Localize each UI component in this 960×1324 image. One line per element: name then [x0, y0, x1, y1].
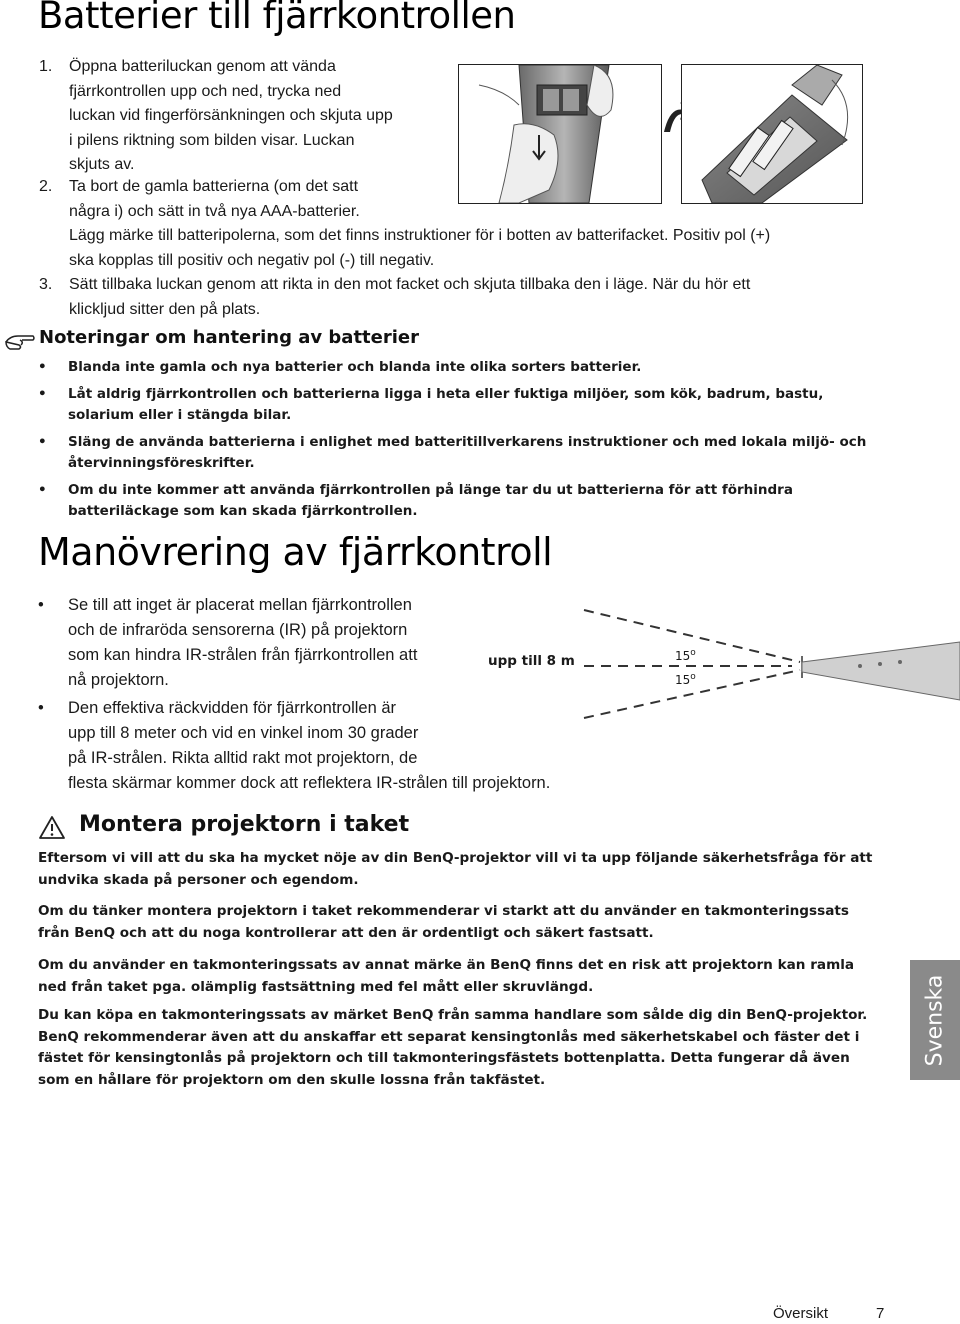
page-title: Batterier till fjärrkontrollen [38, 0, 516, 37]
step-line: klickljud sitter den på plats. [69, 300, 261, 318]
ir-range-diagram [480, 600, 960, 725]
paragraph-line: från BenQ och att du noga kontrollerar att den är ordentligt och säkert fastsatt. [38, 924, 654, 941]
list-item-line: • Om du inte kommer att använda fjärrkontrollen på länge tar du ut batterierna för att förhindra [68, 481, 793, 498]
language-tab-label: Svenska [922, 974, 948, 1066]
step-2 [39, 175, 771, 273]
degree-sign: o [690, 648, 696, 658]
list-item-line: och de infraröda sensorerna (IR) på projektorn [68, 621, 408, 639]
warning-icon [38, 815, 66, 840]
list-item-line: flesta skärmar kommer dock att reflektera IR-strålen till projektorn. [68, 774, 551, 792]
warning-paragraph [38, 848, 888, 891]
list-item-line: • Blanda inte gamla och nya batterier och blanda inte olika sorters batterier. [68, 359, 642, 375]
step-line: Sätt tillbaka luckan genom att rikta in den mot facket och skjuta tillbaka den i läge. När du hör ett [69, 276, 751, 293]
list-item-line: batteriläckage som kan skada fjärrkontrollen. [68, 503, 418, 519]
angle-value: 15 [675, 649, 691, 663]
step-3 [39, 273, 751, 322]
notes-heading: Noteringar om hantering av batterier [39, 327, 419, 348]
list-item-line: som kan hindra IR-strålen från fjärrkontrollen att [68, 646, 418, 664]
step-1 [39, 55, 393, 178]
paragraph-line: som en hållare för projektorn om den skulle lossna från takfästet. [38, 1071, 546, 1088]
step-line: fjärrkontrollen upp och ned, trycka ned [69, 82, 342, 100]
paragraph-line: Du kan köpa en takmonteringssats av märket BenQ från samma handlare som sålde dig din BenQ-projektor. [38, 1007, 868, 1023]
step-number: 2. [39, 178, 53, 195]
remote-back-icon [459, 65, 661, 203]
step-line: i pilens riktning som bilden visar. Luckan [69, 131, 355, 149]
list-item-line: upp till 8 meter och vid en vinkel inom 30 grader [68, 724, 419, 742]
angle-bottom-label [675, 672, 696, 687]
angle-value: 15 [675, 673, 691, 687]
range-label: upp till 8 m [488, 653, 575, 669]
angle-top-label [675, 648, 696, 663]
list-item-line: • Låt aldrig fjärrkontrollen och batterierna ligga i heta eller fuktiga miljöer, som kök, badrum, bastu, [68, 385, 824, 402]
language-tab [910, 960, 960, 1080]
warning-paragraph [38, 901, 888, 944]
section-title: Manövrering av fjärrkontroll [38, 530, 553, 574]
list-item [38, 432, 898, 475]
paragraph-line: ned från taket pga. olämplig fastsättning med fel mått eller skruvlängd. [38, 978, 594, 995]
list-item-line: på IR-strålen. Rikta alltid rakt mot projektorn, de [68, 749, 418, 767]
page-number: 7 [876, 1305, 885, 1322]
paragraph-line: undvika skada på personer och egendom. [38, 871, 359, 888]
paragraph-line: Eftersom vi vill att du ska ha mycket nöje av din BenQ-projektor vill vi ta upp följande säkerhetsfråga för att [38, 850, 873, 866]
step-line: Ta bort de gamla batterierna (om det satt [69, 178, 359, 195]
step-line: Lägg märke till batteripolerna, som det finns instruktioner för i botten av batterifacket. Positiv pol (+) [69, 227, 771, 244]
step-line: Öppna batteriluckan genom att vända [69, 58, 336, 75]
notes-list [38, 357, 898, 528]
step-line: ska kopplas till positiv och negativ pol (-) till negativ. [69, 251, 435, 269]
list-item-line: solarium eller i stängda bilar. [68, 407, 292, 423]
list-item-line: nå projektorn. [68, 671, 169, 689]
list-item [38, 384, 898, 427]
list-item [38, 480, 898, 523]
paragraph-line: fästet för kensingtonlås på projektorn och till takmonteringsfästets bottenplatta. Detta fungerar då även [38, 1050, 850, 1066]
step-number: 1. [39, 58, 53, 75]
list-item-line: • Den effektiva räckvidden för fjärrkontrollen är [68, 699, 397, 717]
step-line: skjuts av. [69, 156, 135, 173]
degree-sign: o [690, 672, 696, 682]
paragraph-line: Om du använder en takmonteringssats av annat märke än BenQ finns det en risk att projektorn kan ramla [38, 957, 855, 973]
list-item-line: återvinningsföreskrifter. [68, 455, 255, 471]
step-line: luckan vid fingerförsänkningen och skjuta upp [69, 107, 393, 124]
pointing-hand-icon [4, 330, 36, 352]
remote-open-cover-illustration [458, 64, 662, 204]
list-item-line: • Släng de använda batterierna i enlighet med batteritillverkarens instruktioner och med lokala miljö- och [68, 433, 867, 450]
remote-battery-compartment-illustration [681, 64, 863, 204]
list-item [38, 357, 898, 379]
warning-heading: Montera projektorn i taket [79, 812, 410, 837]
list-item-line: • Se till att inget är placerat mellan fjärrkontrollen [68, 596, 412, 614]
step-number: 3. [39, 276, 53, 293]
battery-compartment-icon [682, 65, 862, 203]
paragraph-line: Om du tänker montera projektorn i taket rekommenderar vi starkt att du använder en takmonteringssats [38, 903, 849, 919]
warning-paragraph [38, 955, 888, 998]
step-line: några i) och sätt in två nya AAA-batterier. [69, 202, 360, 220]
paragraph-line: BenQ rekommenderar även att du anskaffar ett separat kensingtonlås med säkerhetskabel och fäster det i [38, 1028, 860, 1045]
warning-paragraph [38, 1005, 888, 1091]
footer-section: Översikt [773, 1305, 829, 1322]
